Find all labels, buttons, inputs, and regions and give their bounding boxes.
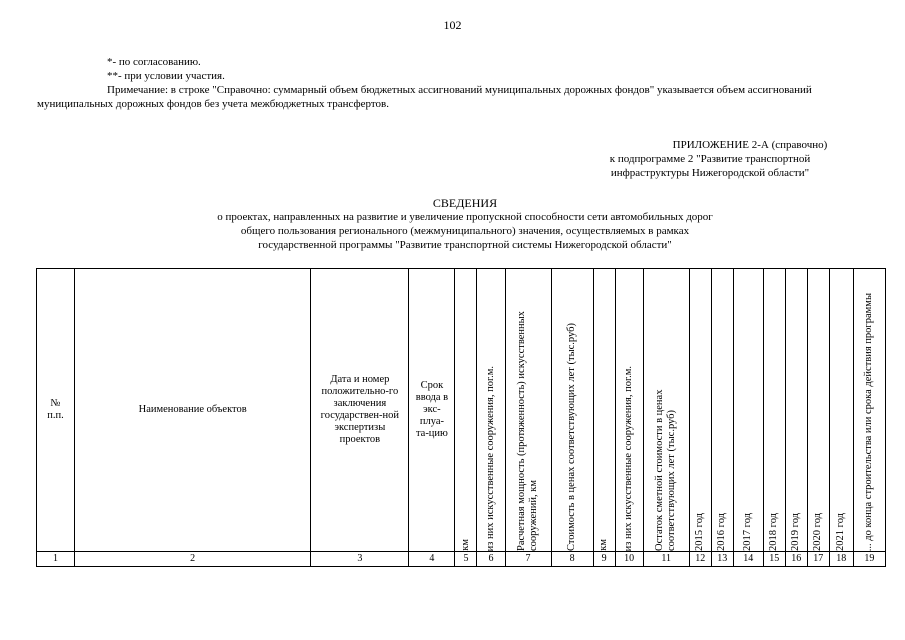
column-number: 19 (853, 552, 885, 567)
projects-table (36, 268, 886, 567)
header-year-2019 (785, 269, 807, 552)
header-year-2020-text: 2020 год (812, 513, 824, 551)
header-year-2020 (807, 269, 829, 552)
note-participation: **- при условии участия. (107, 70, 225, 82)
header-km (455, 269, 477, 552)
note-remark: Примечание: в строке "Справочно: суммарный объем бюджетных ассигнований муниципальных дорожных фондов" указывается объем ассигнований муниципальных дорожных фондов без учета межбюджетных трансфертов. (37, 84, 812, 110)
appendix-subprogram-cont: инфраструктуры Нижегородской области" (610, 167, 810, 179)
header-structures (477, 269, 505, 552)
header-year-2018-text: 2018 год (768, 513, 780, 551)
header-cost (551, 269, 593, 552)
header-year-2015-text: 2015 год (694, 513, 706, 551)
column-number: 5 (455, 552, 477, 567)
column-number: 12 (689, 552, 711, 567)
header-year-2015 (689, 269, 711, 552)
header-cost-text: Стоимость в ценах соответствующих лет (тыс.руб) (566, 322, 578, 551)
header-km-text: км (459, 539, 471, 551)
header-remaining-cost (643, 269, 689, 552)
header-year-2021 (829, 269, 853, 552)
header-number: № п.п. (37, 269, 75, 552)
header-commissioning: Срок ввода в экс-плуа-та-цию (409, 269, 455, 552)
column-number: 9 (593, 552, 615, 567)
header-capacity-text: Расчетная мощность (протяженность) искусственных сооружений, км (516, 311, 540, 551)
column-number: 3 (311, 552, 409, 567)
header-year-2016 (711, 269, 733, 552)
heading-line-2: общего пользования регионального (межмуниципального) значения, осуществляемых в рамках (240, 225, 690, 237)
column-number: 13 (711, 552, 733, 567)
column-number: 18 (829, 552, 853, 567)
column-number: 4 (409, 552, 455, 567)
notes-block (37, 55, 867, 111)
heading-title: СВЕДЕНИЯ (432, 196, 498, 210)
header-expertise: Дата и номер положительно-го заключения государствен-ной экспертизы проектов (311, 269, 409, 552)
header-km-2-text: км (598, 539, 610, 551)
header-km-2 (593, 269, 615, 552)
column-number: 1 (37, 552, 75, 567)
column-number: 14 (733, 552, 763, 567)
column-number: 2 (75, 552, 311, 567)
header-year-2016-text: 2016 год (716, 513, 728, 551)
heading-line-3: государственной программы "Развитие транспортной системы Нижегородской области" (258, 239, 672, 251)
column-number: 15 (763, 552, 785, 567)
appendix-subprogram: к подпрограмме 2 "Развитие транспортной (609, 153, 811, 165)
header-until-end (853, 269, 885, 552)
header-until-end-text: ... до конца строительства или срока действия программы (863, 292, 875, 551)
column-number: 17 (807, 552, 829, 567)
header-year-2017-text: 2017 год (742, 513, 754, 551)
appendix-caption (560, 138, 860, 180)
appendix-title: ПРИЛОЖЕНИЕ 2-А (справочно) (672, 139, 828, 151)
header-structures-text: из них искусственные сооружения, пог.м. (484, 365, 496, 551)
header-year-2018 (763, 269, 785, 552)
table-header-row (37, 269, 886, 552)
column-number: 10 (615, 552, 643, 567)
note-agreement: *- по согласованию. (107, 56, 201, 68)
column-number: 6 (477, 552, 505, 567)
header-year-2019-text: 2019 год (790, 513, 802, 551)
document-heading (120, 196, 810, 252)
header-remaining-cost-text: Остаток сметной стоимости в ценах соответствующих лет (тыс.руб) (654, 389, 678, 551)
column-number: 11 (643, 552, 689, 567)
page-number: 102 (443, 18, 462, 32)
header-year-2021-text: 2021 год (835, 513, 847, 551)
header-structures-2 (615, 269, 643, 552)
column-number: 16 (785, 552, 807, 567)
header-object-name: Наименование объектов (75, 269, 311, 552)
header-capacity (505, 269, 551, 552)
header-year-2017 (733, 269, 763, 552)
header-structures-2-text: из них искусственные сооружения, пог.м. (623, 365, 635, 551)
column-number: 8 (551, 552, 593, 567)
heading-line-1: о проектах, направленных на развитие и увеличение пропускной способности сети автомобильных дорог (217, 211, 713, 223)
column-number: 7 (505, 552, 551, 567)
column-number-row (37, 552, 886, 567)
